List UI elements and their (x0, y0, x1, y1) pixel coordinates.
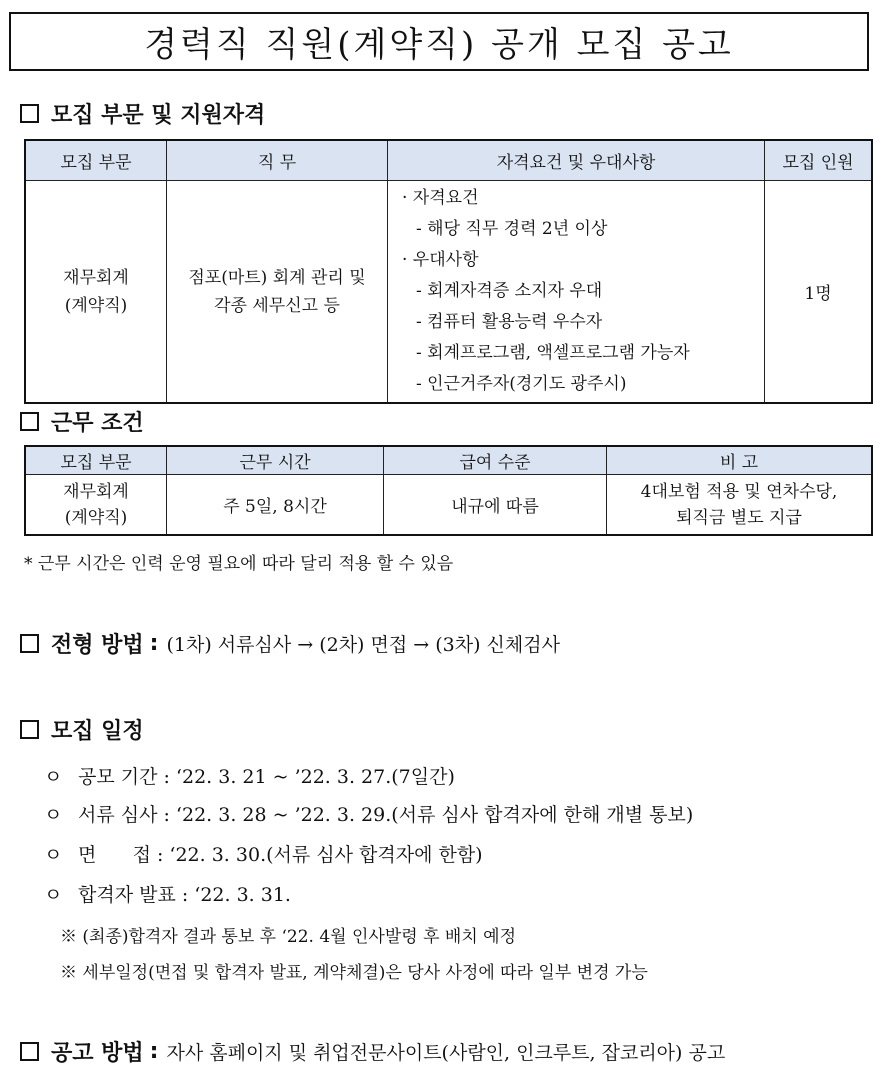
section-title: 전형 방법 (51, 633, 144, 658)
work-conditions-table (25, 446, 872, 535)
checkbox-square-icon (20, 1042, 39, 1061)
colon: : (149, 631, 159, 656)
qual-item: - 컴퓨터 활용능력 우수자 (416, 312, 603, 332)
remarks-line: 퇴직금 별도 지급 (676, 507, 802, 528)
bullet-icon: ㅇ (44, 766, 63, 788)
checkbox-square-icon (20, 104, 39, 123)
column-header: 비 고 (607, 447, 872, 475)
recruitment-table (25, 140, 872, 403)
section-heading-recruitment (20, 98, 265, 129)
schedule-note: ※ (최종)합격자 결과 통보 후 ‘22. 4월 인사발령 후 배치 예정 (60, 927, 516, 947)
dept-name: 재무회계 (63, 481, 129, 502)
section-heading-conditions (20, 406, 144, 437)
section-title: 모집 일정 (51, 719, 144, 744)
schedule-text: 공모 기간 : ‘22. 3. 21 ~ ’22. 3. 27.(7일간) (78, 766, 455, 788)
section-title: 모집 부문 및 지원자격 (51, 103, 266, 128)
section-heading-schedule (20, 714, 144, 745)
column-header: 자격요건 및 우대사항 (388, 141, 765, 181)
qualifications-cell (388, 181, 765, 403)
duty-cell (167, 181, 388, 403)
remarks-cell (607, 475, 872, 535)
remarks-line: 4대보험 적용 및 연차수당, (640, 481, 838, 502)
qual-heading: · 우대사항 (402, 250, 479, 270)
salary-cell: 내규에 따름 (384, 475, 607, 535)
work-hours-note: * 근무 시간은 인력 운영 필요에 따라 달리 적용 할 수 있음 (24, 554, 454, 574)
colon: : (149, 1039, 159, 1064)
column-header: 급여 수준 (384, 447, 607, 475)
schedule-item (44, 880, 291, 907)
page-title: 경력직 직원(계약직) 공개 모집 공고 (9, 12, 869, 71)
checkbox-square-icon (20, 634, 39, 653)
selection-process: (1차) 서류심사 → (2차) 면접 → (3차) 신체검사 (166, 634, 560, 656)
headcount-cell: 1명 (765, 181, 872, 403)
work-hours-cell: 주 5일, 8시간 (167, 475, 384, 535)
checkbox-square-icon (20, 720, 39, 739)
dept-cell (26, 181, 167, 403)
qual-item: - 인근거주자(경기도 광주시) (416, 374, 627, 394)
qual-item: - 회계자격증 소지자 우대 (416, 281, 603, 301)
section-title: 근무 조건 (51, 411, 144, 436)
announcement-method: 자사 홈페이지 및 취업전문사이트(사람인, 인크루트, 잡코리아) 공고 (166, 1042, 726, 1064)
section-heading-selection (20, 628, 560, 659)
bullet-icon: ㅇ (44, 884, 63, 906)
column-header: 모집 인원 (765, 141, 872, 181)
schedule-text: 합격자 발표 : ‘22. 3. 31. (78, 884, 291, 906)
bullet-icon: ㅇ (44, 844, 63, 866)
column-header: 모집 부문 (26, 447, 167, 475)
dept-name: 재무회계 (63, 267, 129, 288)
duty-line: 각종 세무신고 등 (214, 295, 340, 316)
qual-item: - 회계프로그램, 액셀프로그램 가능자 (416, 343, 690, 363)
bullet-icon: ㅇ (44, 804, 63, 826)
section-heading-announcement (20, 1036, 725, 1067)
section-title: 공고 방법 (51, 1041, 144, 1066)
dept-cell (26, 475, 167, 535)
schedule-text: 서류 심사 : ‘22. 3. 28 ~ ’22. 3. 29.(서류 심사 합격자에 한해 개별 통보) (78, 804, 694, 826)
column-header: 모집 부문 (26, 141, 167, 181)
duty-line: 점포(마트) 회계 관리 및 (188, 267, 366, 288)
dept-type: (계약직) (64, 295, 128, 316)
dept-type: (계약직) (64, 507, 128, 528)
schedule-note: ※ 세부일정(면접 및 합격자 발표, 계약체결)은 당사 사정에 따라 일부 변경 가능 (60, 963, 648, 983)
schedule-text: 면 접 : ‘22. 3. 30.(서류 심사 합격자에 한함) (78, 844, 483, 866)
column-header: 근무 시간 (167, 447, 384, 475)
schedule-item (44, 762, 455, 789)
schedule-item (44, 800, 693, 827)
qual-heading: · 자격요건 (402, 188, 479, 208)
checkbox-square-icon (20, 412, 39, 431)
column-header: 직 무 (167, 141, 388, 181)
qual-item: - 해당 직무 경력 2년 이상 (416, 219, 608, 239)
schedule-item (44, 840, 483, 867)
